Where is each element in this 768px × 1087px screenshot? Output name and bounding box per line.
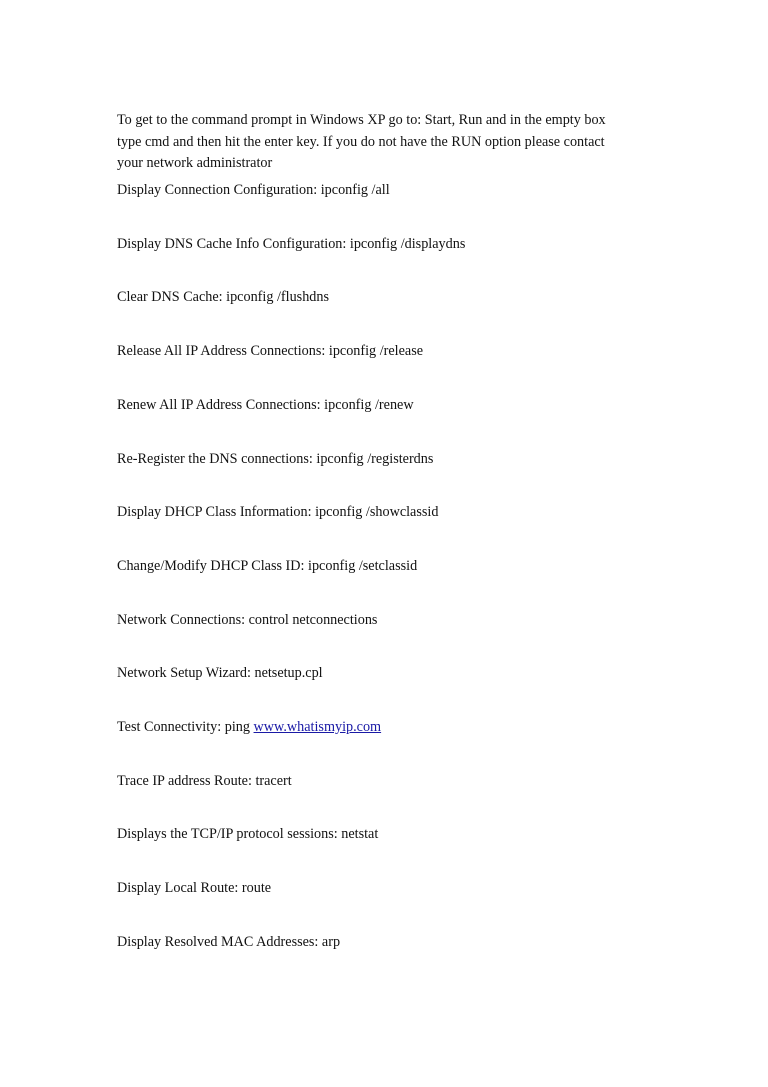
intro-line-2: type cmd and then hit the enter key. If you do not have the RUN option please contact	[117, 133, 605, 150]
command-label: Display DNS Cache Info Configuration:	[117, 235, 350, 252]
command-label: Display DHCP Class Information:	[117, 504, 316, 521]
command-item-tracert	[117, 771, 292, 793]
command-value: arp	[321, 933, 341, 950]
command-value: control netconnections	[248, 611, 378, 628]
command-value: ipconfig /registerdns	[316, 450, 434, 467]
command-item-netstat	[117, 824, 378, 846]
command-item-show-class-id	[117, 502, 438, 524]
intro-line-1: To get to the command prompt in Windows XP go to: Start, Run and in the empty box	[117, 112, 606, 128]
command-value: netstat	[341, 826, 379, 843]
command-label: Network Connections:	[117, 611, 249, 628]
command-label: Displays the TCP/IP protocol sessions:	[117, 826, 342, 843]
command-item-connection-config	[117, 180, 390, 202]
command-value: tracert	[255, 772, 292, 789]
command-item-test-connectivity	[117, 717, 381, 739]
command-label: Release All IP Address Connections:	[117, 343, 329, 360]
command-item-release	[117, 341, 423, 363]
command-item-network-connections	[117, 610, 377, 632]
command-value: ipconfig /renew	[324, 396, 414, 413]
command-label: Change/Modify DHCP Class ID:	[117, 557, 309, 574]
command-label: Re-Register the DNS connections:	[117, 450, 317, 467]
command-label: Clear DNS Cache:	[117, 289, 227, 306]
command-label: Test Connectivity:	[117, 719, 225, 735]
command-item-register-dns	[117, 449, 433, 471]
command-item-dns-cache-info	[117, 234, 465, 256]
command-value: ipconfig /all	[320, 182, 390, 198]
command-label: Display Local Route:	[117, 880, 242, 897]
command-value: ipconfig /displaydns	[349, 235, 466, 252]
command-item-route	[117, 878, 271, 900]
command-item-arp	[117, 932, 340, 954]
command-label: Display Connection Configuration:	[117, 182, 321, 198]
command-label: Renew All IP Address Connections:	[117, 396, 325, 413]
command-value: ipconfig /release	[328, 343, 424, 360]
command-value: ping	[224, 719, 254, 735]
command-label: Display Resolved MAC Addresses:	[117, 933, 322, 950]
intro-text	[117, 110, 657, 175]
command-item-set-class-id	[117, 556, 417, 578]
intro-paragraph	[117, 110, 657, 175]
command-value: route	[241, 880, 272, 897]
intro-line-3: your network administrator	[117, 155, 273, 171]
command-item-renew	[117, 395, 414, 417]
command-item-network-setup-wizard	[117, 663, 323, 685]
command-value: netsetup.cpl	[254, 665, 323, 682]
command-value: ipconfig /flushdns	[226, 289, 329, 306]
command-label: Network Setup Wizard:	[117, 665, 255, 682]
command-value: ipconfig /showclassid	[315, 504, 439, 521]
command-item-clear-dns-cache	[117, 287, 329, 309]
whatismyip-link[interactable]: www.whatismyip.com	[253, 719, 382, 735]
command-label: Trace IP address Route:	[117, 772, 256, 789]
command-value: ipconfig /setclassid	[308, 557, 418, 574]
